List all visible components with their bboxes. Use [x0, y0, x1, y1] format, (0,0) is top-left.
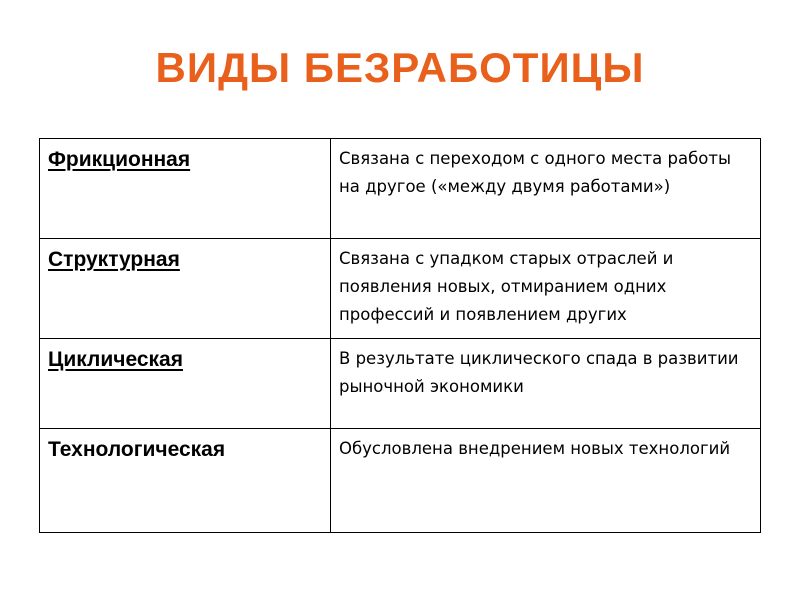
table-row — [40, 339, 761, 429]
table-row — [40, 239, 761, 339]
unemployment-types-table — [39, 138, 761, 533]
definition-cell: Связана с упадком старых отраслей и появления новых, отмиранием одних профессий и появлением других — [331, 239, 761, 339]
term-cell — [40, 139, 331, 239]
term-cell — [40, 339, 331, 429]
slide-title: ВИДЫ БЕЗРАБОТИЦЫ — [155, 44, 645, 91]
definition-cell: Связана с переходом с одного места работы на другое («между двумя работами») — [331, 139, 761, 239]
term-cell — [40, 429, 331, 533]
term-label: Циклическая — [48, 348, 183, 371]
term-label: Технологическая — [48, 438, 226, 461]
table-row — [40, 429, 761, 533]
definition-cell: Обусловлена внедрением новых технологий — [331, 429, 761, 533]
definition-cell: В результате циклического спада в развитии рыночной экономики — [331, 339, 761, 429]
term-label: Структурная — [48, 248, 180, 271]
term-label: Фрикционная — [48, 148, 191, 171]
term-cell — [40, 239, 331, 339]
table-row — [40, 139, 761, 239]
